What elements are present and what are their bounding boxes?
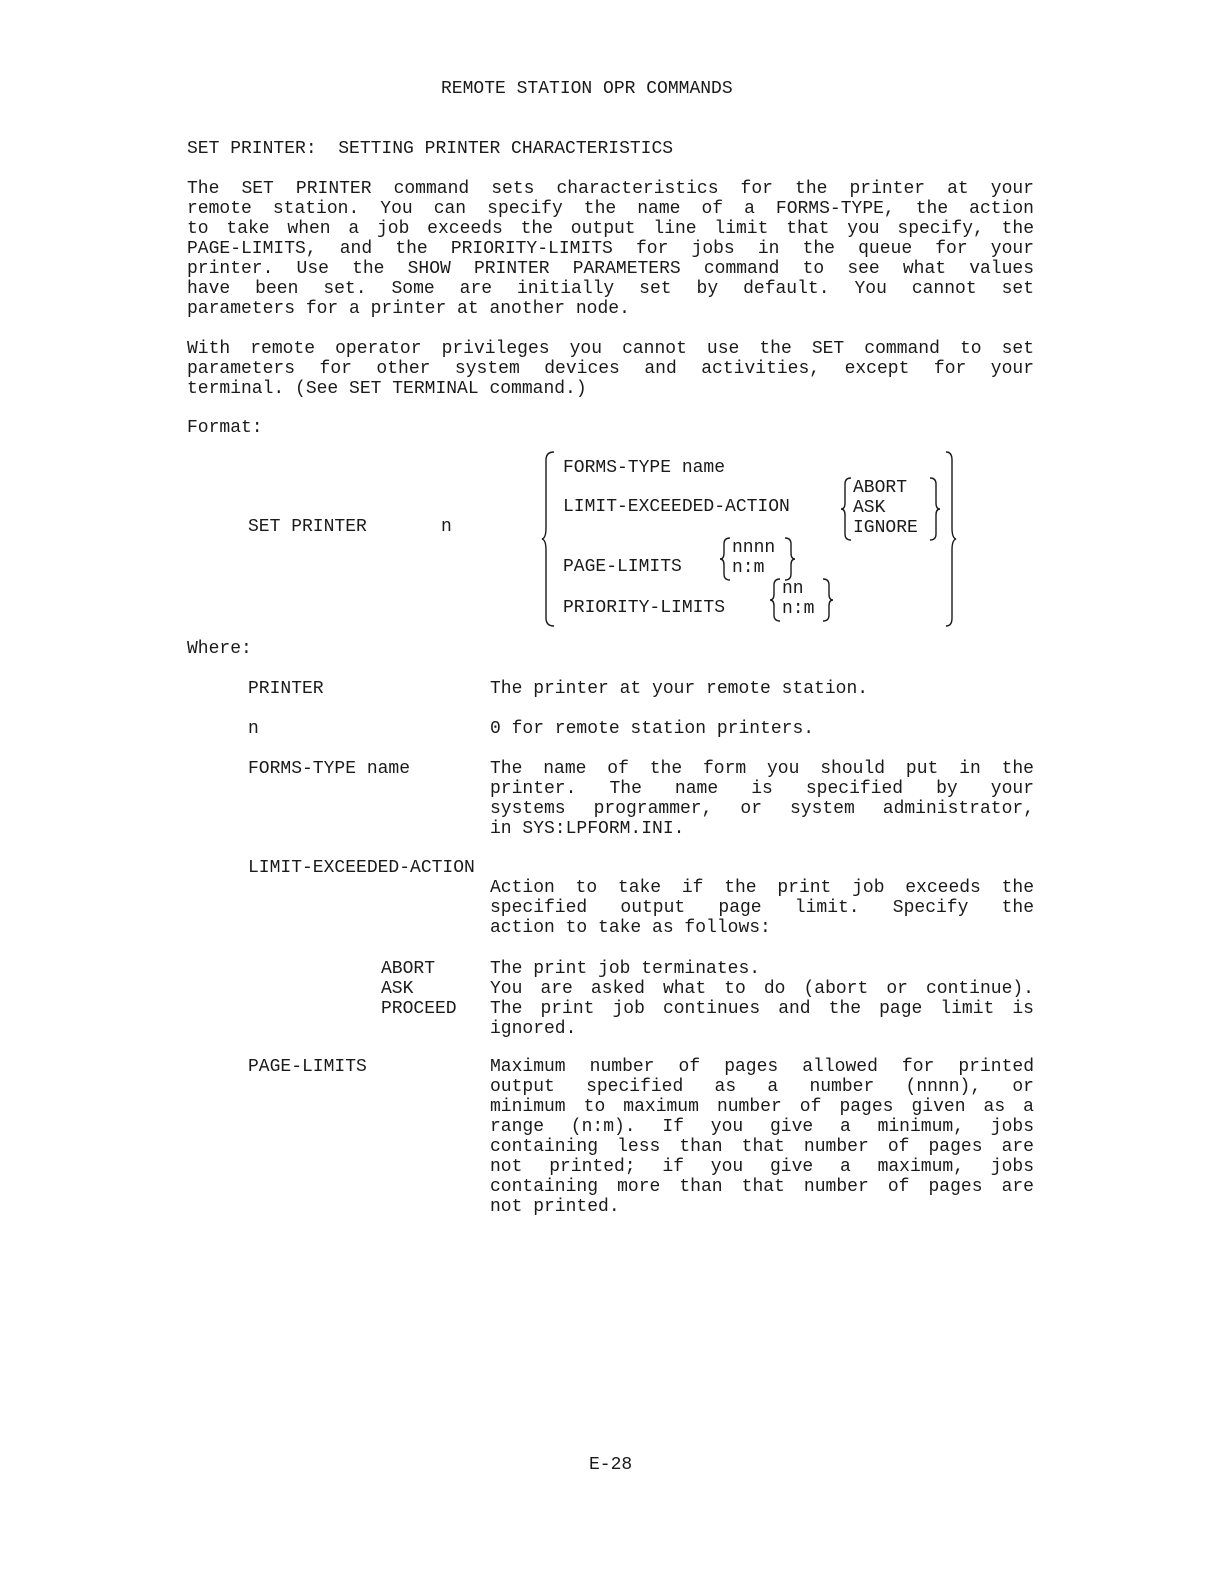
desc-forms-type	[490, 759, 1034, 839]
privileges-paragraph	[187, 339, 1034, 399]
text-line: You are asked what to do (abort or continue).	[490, 979, 1034, 999]
text-line: in SYS:LPFORM.INI.	[490, 819, 685, 839]
right-curly-brace-icon	[928, 478, 940, 540]
action-desc-proceed	[490, 999, 1034, 1039]
term-page-limits: PAGE-LIMITS	[248, 1057, 367, 1077]
format-command: SET PRINTER	[248, 517, 367, 537]
format-label: Format:	[187, 418, 263, 438]
format-arg: n	[441, 517, 452, 537]
text-line: output specified as a number (nnnn), or	[490, 1077, 1034, 1097]
page-number: E-28	[589, 1455, 633, 1475]
desc-limit-exceeded-action	[490, 878, 1034, 938]
term-limit-exceeded-action: LIMIT-EXCEEDED-ACTION	[248, 858, 475, 878]
lea-option-abort: ABORT	[853, 478, 908, 498]
text-line: With remote operator privileges you cannot use the SET command to set	[187, 339, 1034, 359]
format-priority-limits: PRIORITY-LIMITS	[563, 598, 726, 618]
format-forms-type: FORMS-TYPE name	[563, 458, 726, 478]
desc-printer	[490, 679, 1034, 699]
text-line: Action to take if the print job exceeds the	[490, 878, 1034, 898]
lea-option-ignore: IGNORE	[853, 518, 918, 538]
lea-option-ask: ASK	[853, 498, 886, 518]
format-page-limits: PAGE-LIMITS	[563, 557, 682, 577]
running-header: REMOTE STATION OPR COMMANDS	[441, 79, 733, 99]
format-limit-exceeded-action: LIMIT-EXCEEDED-ACTION	[563, 497, 790, 517]
priority-limits-option-nn: nn	[782, 579, 804, 599]
term-n: n	[248, 719, 259, 739]
text-line: PAGE-LIMITS, and the PRIORITY-LIMITS for jobs in the queue for your	[187, 239, 1034, 259]
action-term-ask: ASK	[381, 979, 414, 999]
text-line: The printer at your remote station.	[490, 679, 869, 699]
where-label: Where:	[187, 639, 252, 659]
desc-page-limits	[490, 1057, 1034, 1217]
action-desc-ask	[490, 979, 1034, 999]
text-line: The print job continues and the page limit is	[490, 999, 1034, 1019]
section-title: SET PRINTER: SETTING PRINTER CHARACTERISTICS	[187, 139, 674, 159]
term-forms-type: FORMS-TYPE name	[248, 759, 411, 779]
page-limits-option-range: n:m	[732, 558, 765, 578]
action-desc-abort: The print job terminates.	[490, 959, 761, 979]
right-curly-brace-icon	[944, 452, 958, 626]
intro-paragraph	[187, 179, 1034, 319]
left-curly-brace-icon	[770, 579, 782, 621]
text-line: not printed.	[490, 1197, 620, 1217]
desc-n	[490, 719, 1034, 739]
text-line: to take when a job exceeds the output line limit that you specify, the	[187, 219, 1034, 239]
text-line: Maximum number of pages allowed for printed	[490, 1057, 1034, 1077]
right-curly-brace-icon	[783, 538, 795, 580]
text-line: containing more than that number of pages are	[490, 1177, 1034, 1197]
text-line: systems programmer, or system administrator,	[490, 799, 1034, 819]
text-line: specified output page limit. Specify the	[490, 898, 1034, 918]
text-line: 0 for remote station printers.	[490, 719, 815, 739]
text-line: action to take as follows:	[490, 918, 771, 938]
text-line: minimum to maximum number of pages given as a	[490, 1097, 1034, 1117]
left-curly-brace-icon	[720, 538, 732, 580]
text-line: ignored.	[490, 1019, 577, 1039]
text-line: parameters for a printer at another node.	[187, 299, 630, 319]
left-curly-brace-icon	[542, 452, 556, 626]
text-line: remote station. You can specify the name of a FORMS-TYPE, the action	[187, 199, 1034, 219]
text-line: terminal. (See SET TERMINAL command.)	[187, 379, 587, 399]
left-curly-brace-icon	[841, 478, 853, 540]
text-line: printer. The name is specified by your	[490, 779, 1034, 799]
text-line: have been set. Some are initially set by default. You cannot set	[187, 279, 1034, 299]
priority-limits-option-range: n:m	[782, 599, 815, 619]
text-line: containing less than that number of pages are	[490, 1137, 1034, 1157]
action-term-proceed: PROCEED	[381, 999, 457, 1019]
text-line: not printed; if you give a maximum, jobs	[490, 1157, 1034, 1177]
text-line: The SET PRINTER command sets characteristics for the printer at your	[187, 179, 1034, 199]
action-term-abort: ABORT	[381, 959, 436, 979]
page-limits-option-nnnn: nnnn	[732, 538, 776, 558]
text-line: printer. Use the SHOW PRINTER PARAMETERS command to see what values	[187, 259, 1034, 279]
term-printer: PRINTER	[248, 679, 324, 699]
text-line: The name of the form you should put in the	[490, 759, 1034, 779]
text-line: range (n:m). If you give a minimum, jobs	[490, 1117, 1034, 1137]
text-line: parameters for other system devices and activities, except for your	[187, 359, 1034, 379]
right-curly-brace-icon	[821, 579, 833, 621]
